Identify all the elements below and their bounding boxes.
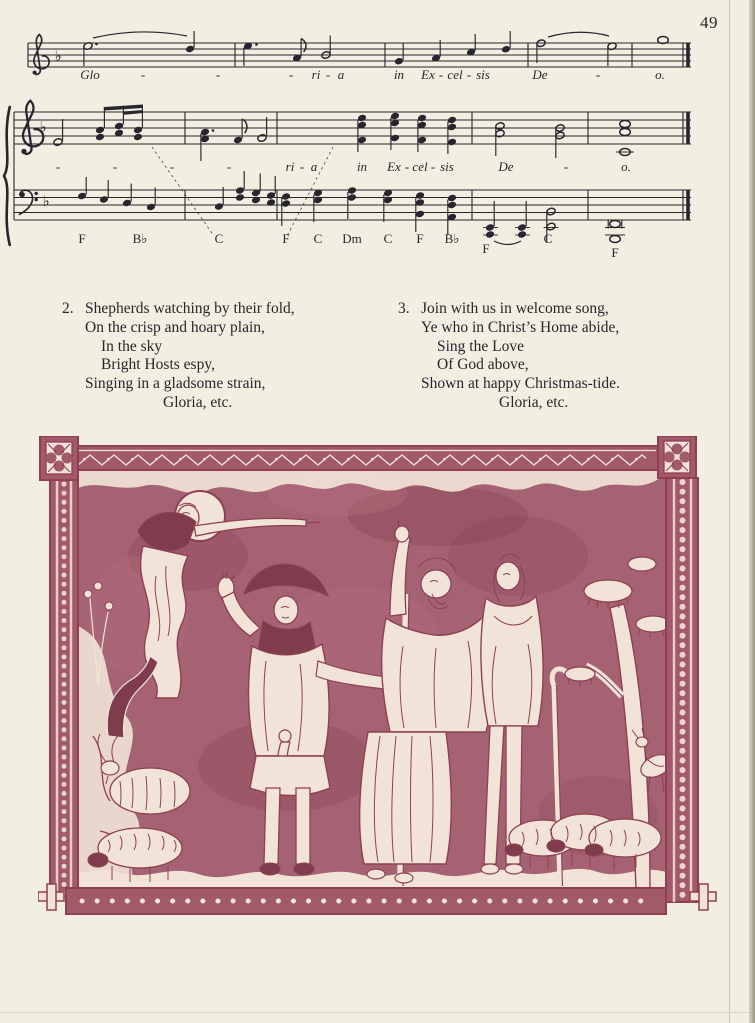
verse-2 xyxy=(62,300,295,413)
frame-left-border xyxy=(50,480,78,896)
score-text-token: C xyxy=(543,231,553,246)
verse-lines xyxy=(421,300,620,413)
verse-line: Bright Hosts espy, xyxy=(101,356,215,374)
score-text-token: - xyxy=(430,159,436,174)
stave-melody xyxy=(28,31,691,82)
verse-line: On the crisp and hoary plain, xyxy=(85,318,265,336)
score-text-token: - xyxy=(215,67,221,82)
accompaniment-notes xyxy=(53,105,634,162)
score-text-token: in xyxy=(393,67,405,82)
verse-line: Shown at happy Christmas-tide. xyxy=(421,375,620,393)
score-text-token: a xyxy=(337,67,345,82)
verse-line: Of God above, xyxy=(437,356,529,374)
corner-ornament-top-left xyxy=(40,436,78,480)
stave2-lyrics xyxy=(56,159,631,174)
score-text-token: - xyxy=(55,159,61,174)
verse-line: Singing in a gladsome strain, xyxy=(85,375,266,393)
score-text-token: Ex xyxy=(387,159,401,174)
bass-clef xyxy=(19,190,38,214)
score-text-token: F xyxy=(416,231,424,246)
score-text-token: - xyxy=(169,159,175,174)
score-text-token: - xyxy=(595,67,601,82)
score-text-token: F xyxy=(482,241,490,256)
score-text-token: - xyxy=(299,159,305,174)
score-text-token: sis xyxy=(476,67,490,82)
score-text-token: - xyxy=(404,159,410,174)
score-text-token: B♭ xyxy=(132,231,148,246)
verse-line: Ye who in Christ’s Home abide, xyxy=(421,318,620,336)
verse-number: 3. xyxy=(398,300,410,317)
score-text-token: cel xyxy=(447,67,463,82)
shepherds-illumination-plate xyxy=(38,436,718,936)
key-signature-flat: ♭ xyxy=(54,47,62,65)
staff-lines xyxy=(28,43,691,67)
verse-line: Sing the Love xyxy=(437,337,524,355)
score-text-token: - xyxy=(112,159,118,174)
chord-symbols xyxy=(78,231,618,260)
frame-bottom-band xyxy=(66,888,666,914)
score-text-token: C xyxy=(383,231,393,246)
score-text-token: - xyxy=(438,67,444,82)
score-text-token: - xyxy=(563,159,569,174)
score-text-token: cel xyxy=(412,159,428,174)
verse-line: Gloria, etc. xyxy=(163,393,233,411)
score-text-token: Ex xyxy=(421,67,435,82)
stave1-lyrics xyxy=(80,67,665,82)
score-text-token: - xyxy=(140,67,146,82)
page-bottom-edge xyxy=(0,1012,749,1013)
score-text-token: ri xyxy=(311,67,321,82)
score-text-token: C xyxy=(214,231,224,246)
music-score xyxy=(0,0,755,275)
verse-lines xyxy=(85,300,295,413)
score-text-token: sis xyxy=(440,159,454,174)
verse-line: Gloria, etc. xyxy=(499,393,569,411)
score-text-token: - xyxy=(466,67,472,82)
key-signature-flat: ♭ xyxy=(39,118,47,136)
score-text-token: C xyxy=(313,231,323,246)
score-text-token: Dm xyxy=(342,231,362,246)
score-text-token: B♭ xyxy=(444,231,460,246)
verse-number: 2. xyxy=(62,300,74,317)
score-text-token: ri xyxy=(285,159,295,174)
score-text-token: De xyxy=(532,67,548,82)
score-text-token: - xyxy=(226,159,232,174)
voice-leading-dash xyxy=(152,147,214,236)
score-text-token: o. xyxy=(655,67,665,82)
score-text-token: F xyxy=(611,245,619,260)
corner-ornament-top-right xyxy=(658,436,696,478)
score-text-token: De xyxy=(498,159,514,174)
score-text-token: o. xyxy=(621,159,631,174)
stave-bass xyxy=(14,171,691,260)
verse-line: Shepherds watching by their fold, xyxy=(85,300,295,317)
system-brace xyxy=(4,106,10,246)
score-text-token: a xyxy=(310,159,318,174)
key-signature-flat: ♭ xyxy=(42,192,50,210)
stave-accompaniment-treble xyxy=(14,101,691,236)
score-text-token: in xyxy=(356,159,368,174)
verse-3 xyxy=(398,300,620,413)
verse-line: Join with us in welcome song, xyxy=(421,300,609,317)
page-number: 49 xyxy=(700,13,718,32)
verse-line: In the sky xyxy=(101,337,163,355)
score-text-token: F xyxy=(282,231,290,246)
frame-top-band xyxy=(68,446,660,470)
frame-right-border xyxy=(666,478,698,902)
score-text-token: - xyxy=(325,67,331,82)
score-text-token: Glo xyxy=(80,67,100,82)
score-text-token: F xyxy=(78,231,86,246)
score-text-token: - xyxy=(288,67,294,82)
